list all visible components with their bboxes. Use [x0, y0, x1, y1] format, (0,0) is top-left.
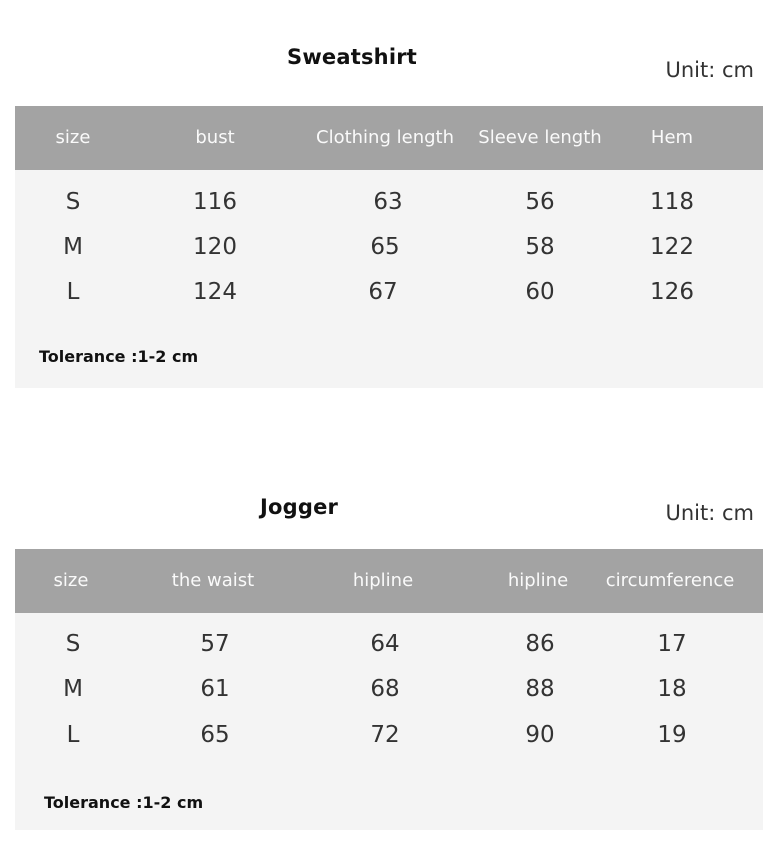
jogger-unit: Unit: cm [665, 501, 754, 525]
cell-circumference: 19 [657, 722, 687, 748]
header-bust: bust [195, 127, 235, 148]
cell-size: S [65, 631, 81, 657]
cell-size: L [66, 722, 80, 748]
sweatshirt-table-header [15, 106, 763, 170]
jogger-section [0, 440, 768, 840]
cell-bust: 124 [193, 279, 237, 305]
cell-bust: 116 [193, 189, 237, 215]
table-row [15, 669, 763, 709]
cell-circumference: 17 [657, 631, 687, 657]
header-sleeve-length: Sleeve length [478, 127, 602, 148]
table-row [15, 182, 763, 222]
cell-clothing-length: 65 [370, 234, 400, 260]
table-row [15, 227, 763, 267]
cell-hipline-2: 90 [525, 722, 555, 748]
cell-size: S [65, 189, 81, 215]
cell-hipline: 72 [370, 722, 400, 748]
cell-hipline: 68 [370, 676, 400, 702]
cell-hem: 118 [650, 189, 694, 215]
cell-size: M [63, 676, 83, 702]
header-hem: Hem [650, 127, 694, 148]
sweatshirt-section [0, 0, 768, 400]
sweatshirt-table-body [15, 170, 763, 388]
cell-waist: 65 [200, 722, 230, 748]
cell-clothing-length: 67 [368, 279, 398, 305]
header-size: size [55, 127, 91, 148]
cell-size: M [63, 234, 83, 260]
cell-clothing-length: 63 [373, 189, 403, 215]
cell-hipline-2: 88 [525, 676, 555, 702]
table-row [15, 624, 763, 664]
header-size: size [53, 570, 89, 591]
cell-hem: 126 [650, 279, 694, 305]
header-clothing-length: Clothing length [316, 127, 454, 148]
sweatshirt-unit: Unit: cm [665, 58, 754, 82]
table-row [15, 272, 763, 312]
cell-circumference: 18 [657, 676, 687, 702]
cell-sleeve-length: 60 [525, 279, 555, 305]
cell-sleeve-length: 58 [525, 234, 555, 260]
header-hipline-2: hipline [507, 570, 569, 591]
table-row [15, 715, 763, 755]
sweatshirt-tolerance: Tolerance :1-2 cm [39, 347, 199, 366]
sweatshirt-title: Sweatshirt [287, 45, 418, 69]
jogger-table-header [15, 549, 763, 613]
cell-hipline-2: 86 [525, 631, 555, 657]
cell-sleeve-length: 56 [525, 189, 555, 215]
jogger-table-body [15, 613, 763, 830]
header-circumference: circumference [605, 570, 735, 591]
jogger-title: Jogger [260, 495, 339, 519]
cell-waist: 57 [200, 631, 230, 657]
cell-size: L [66, 279, 80, 305]
cell-hem: 122 [650, 234, 694, 260]
header-waist: the waist [171, 570, 255, 591]
jogger-tolerance: Tolerance :1-2 cm [44, 793, 204, 812]
cell-bust: 120 [193, 234, 237, 260]
cell-waist: 61 [200, 676, 230, 702]
cell-hipline: 64 [370, 631, 400, 657]
header-hipline: hipline [352, 570, 414, 591]
